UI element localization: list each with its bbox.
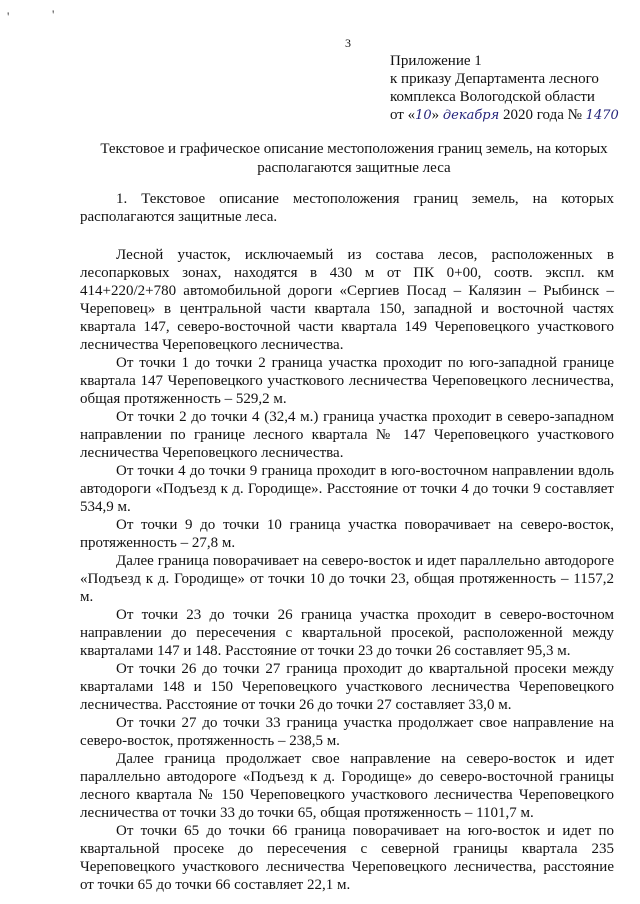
- handwritten-order-number: 1470: [585, 108, 619, 123]
- paragraph-6: Далее граница поворачивает на северо-восток и идет параллельно автодороге «Подъезд к д. Городище» от точки 10 до точки 23, общая протяженность – 1157,2 м.: [80, 553, 614, 605]
- paragraph-4: От точки 4 до точки 9 граница проходит в юго-восточном направлении вдоль автодороги «Подъезд к д. Городище». Расстояние от точки 4 до точки 9 составляет 534,9 м.: [80, 463, 614, 515]
- scan-mark-right: ': [52, 7, 55, 22]
- paragraph-7: От точки 23 до точки 26 граница участка проходит в северо-восточном направлении до пересечения с квартальной просекой, расположенной между кварталами 147 и 148. Расстояние от точки 23 до точки 26 составляет 95,3 м.: [80, 607, 614, 659]
- paragraph-11: От точки 65 до точки 66 граница поворачивает на юго-восток и идет по квартальной просеке до пересечения с северной границы квартала 235 Череповецкого участкового лесничества Череповецкого лесничества, расстояние от точки 65 до точки 66 составляет 22,1 м.: [80, 823, 614, 893]
- handwritten-month: декабря: [442, 108, 500, 123]
- document-title: Текстовое и графическое описание местоположения границ земель, на которых располагаются защитные леса: [100, 141, 608, 176]
- appendix-order-line: к приказу Департамента лесного: [390, 71, 599, 87]
- paragraph-3: От точки 2 до точки 4 (32,4 м.) граница участка проходит в северо-западном направлении по границе лесного квартала № 147 Череповецкого участкового лесничества Череповецкого лесничества.: [80, 409, 614, 461]
- appendix-department-line: комплекса Вологодской области: [390, 89, 595, 105]
- paragraph-9: От точки 27 до точки 33 граница участка продолжает свое направление на северо-восток, протяженность – 238,5 м.: [80, 715, 614, 749]
- handwritten-day: 10: [415, 108, 432, 123]
- paragraph-10: Далее граница продолжает свое направление на северо-восток и идет параллельно автодороге «Подъезд к д. Городище» до северо-восточной границы лесного квартала № 150 Череповецкого участкового лесничества Череповецкого лесничества от точки 33 до точки 65, общая протяженность – 1101,7 м.: [80, 751, 614, 821]
- paragraph-1: Лесной участок, исключаемый из состава лесов, расположенных в лесопарковых зонах, находятся в 430 м от ПК 0+00, соотв. экспл. км 414+220/2+780 автомобильной дороги «Сергиев Посад – Калязин – Рыбинск – Череповец» в центральной части квартала 150, западной и восточной частях квартала 147, северо-восточной части квартала 149 Череповецкого участкового лесничества Череповецкого лесничества.: [80, 247, 614, 353]
- appendix-title: Приложение 1: [390, 53, 482, 69]
- scan-mark-left: ': [7, 9, 10, 24]
- section-heading: 1. Текстовое описание местоположения границ земель, на которых располагаются защитные леса.: [80, 191, 614, 225]
- date-mid: »: [431, 107, 443, 123]
- paragraph-2: От точки 1 до точки 2 граница участка проходит по юго-западной границе квартала 147 Череповецкого участкового лесничества Череповецкого лесничества, общая протяженность – 529,2 м.: [80, 355, 614, 407]
- paragraph-8: От точки 26 до точки 27 граница проходит до квартальной просеки между кварталами 148 и 150 Череповецкого участкового лесничества Череповецкого лесничества. Расстояние от точки 26 до точки 27 составляет 33,0 м.: [80, 661, 614, 713]
- appendix-header: [390, 52, 619, 125]
- appendix-date-line: [390, 106, 619, 125]
- page-number: 3: [345, 36, 351, 50]
- date-prefix: от «: [390, 107, 416, 123]
- date-year: 2020 года №: [499, 107, 586, 123]
- document-body: [80, 190, 614, 894]
- paragraph-5: От точки 9 до точки 10 граница участка поворачивает на северо-восток, протяженность – 27,8 м.: [80, 517, 614, 551]
